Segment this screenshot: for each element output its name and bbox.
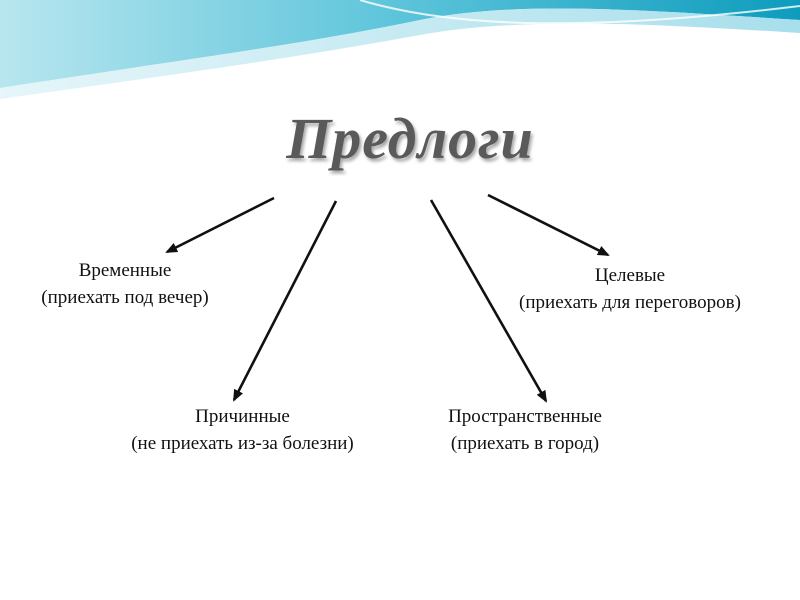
- diagram-title: Предлоги: [286, 106, 534, 171]
- node-purpose-example: (приехать для переговоров): [519, 292, 741, 313]
- node-spatial-label: Пространственные: [448, 406, 602, 427]
- node-purpose-label: Целевые: [594, 265, 666, 286]
- node-causal-example: (не приехать из-за болезни): [131, 433, 354, 454]
- node-spatial: [400, 403, 650, 457]
- node-spatial-example: (приехать в город): [450, 433, 600, 454]
- node-causal: [95, 403, 390, 457]
- arrow-to-purpose: [488, 195, 608, 255]
- node-causal-label: Причинные: [195, 406, 290, 427]
- node-temporal-label: Временные: [78, 260, 172, 281]
- node-purpose: [470, 262, 790, 316]
- node-temporal: [10, 257, 240, 311]
- arrow-to-temporal: [167, 198, 274, 252]
- node-temporal-example: (приехать под вечер): [41, 287, 209, 308]
- arrow-to-causal: [234, 201, 336, 400]
